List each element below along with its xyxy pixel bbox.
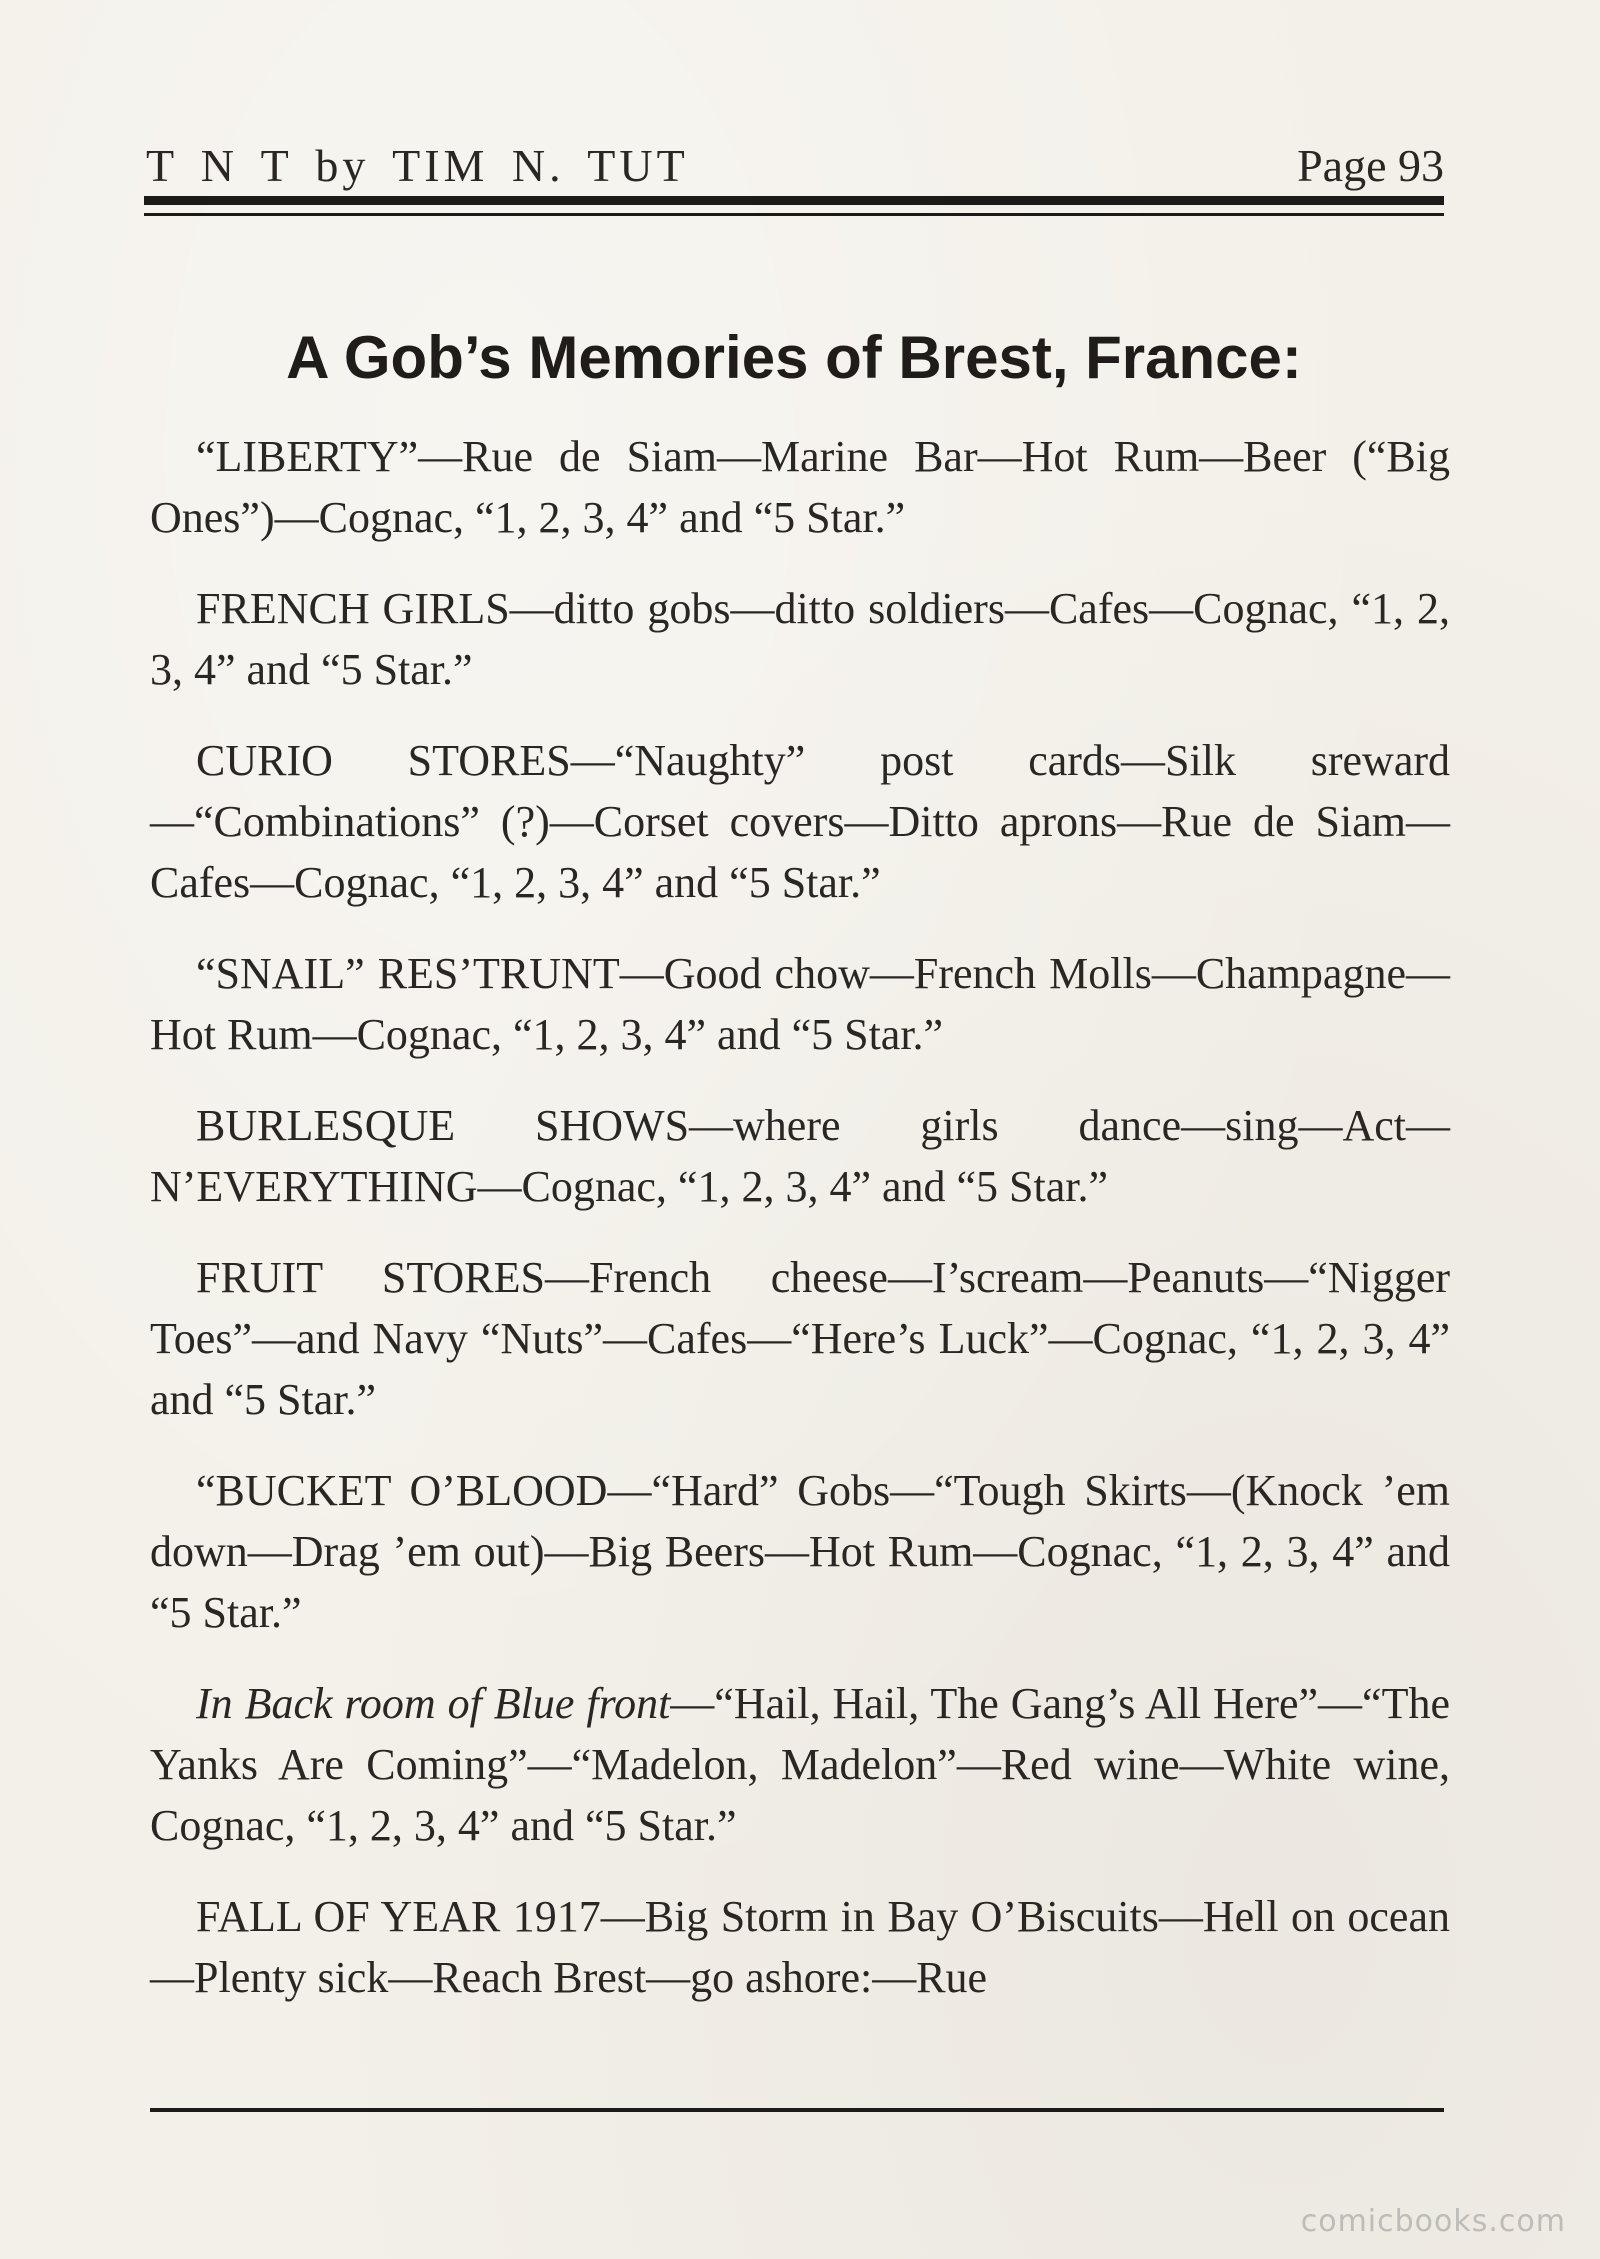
paragraph-text: CURIO STORES—“Naughty” post cards—Silk sreward—“Combinations” (?)—Corset covers—Ditto aprons—Rue de Siam—Cafes—Cognac, “1, 2, 3, 4” and “5 Star.” <box>150 736 1450 907</box>
paragraph-text: —“Hail, Hail, The Gang’s All Here”—“The Yanks Are Coming”—“Madelon, Madelon”—Red wine—White wine, Cognac, “1, 2, 3, 4” and “5 Star.” <box>150 1679 1450 1850</box>
running-title: T N T by TIM N. TUT <box>146 140 689 191</box>
header-rule-thin <box>144 213 1444 216</box>
running-header <box>146 136 1444 196</box>
footer-rule <box>150 2108 1444 2112</box>
paragraph <box>150 578 1450 700</box>
paragraph <box>150 1886 1450 2008</box>
paragraph <box>150 1673 1450 1856</box>
article-title: A Gob’s Memories of Brest, France: <box>286 324 1302 391</box>
paragraph-text: FRENCH GIRLS—ditto gobs—ditto soldiers—Cafes—Cognac, “1, 2, 3, 4” and “5 Star.” <box>150 584 1450 694</box>
paragraph-text: BURLESQUE SHOWS—where girls dance—sing—Act—N’EVERYTHING—Cognac, “1, 2, 3, 4” and “5 Star.” <box>150 1101 1450 1211</box>
article-body <box>150 426 1450 2038</box>
paragraph-text: “BUCKET O’BLOOD—“Hard” Gobs—“Tough Skirts—(Knock ’em down—Drag ’em out)—Big Beers—Hot Rum—Cognac, “1, 2, 3, 4” and “5 Star.” <box>150 1466 1450 1637</box>
paragraph-text: “SNAIL” RES’TRUNT—Good chow—French Molls—Champagne—Hot Rum—Cognac, “1, 2, 3, 4” and “5 Star.” <box>150 949 1450 1059</box>
paragraph-lead: In Back room of Blue front <box>196 1679 671 1728</box>
paragraph <box>150 1247 1450 1430</box>
header-rule-thick <box>144 196 1444 205</box>
paragraph <box>150 943 1450 1065</box>
paragraph-text: FALL OF YEAR 1917—Big Storm in Bay O’Biscuits—Hell on ocean—Plenty sick—Reach Brest—go ashore:—Rue <box>150 1892 1450 2002</box>
watermark: comicbooks.com <box>1300 2204 1566 2239</box>
paragraph-text: FRUIT STORES—French cheese—I’scream—Peanuts—“Nigger Toes”—and Navy “Nuts”—Cafes—“Here’s Luck”—Cognac, “1, 2, 3, 4” and “5 Star.” <box>150 1253 1450 1424</box>
paragraph <box>150 1095 1450 1217</box>
paragraph <box>150 1460 1450 1643</box>
paragraph <box>150 730 1450 913</box>
paragraph <box>150 426 1450 548</box>
paragraph-text: “LIBERTY”—Rue de Siam—Marine Bar—Hot Rum—Beer (“Big Ones”)—Cognac, “1, 2, 3, 4” and “5 Star.” <box>150 432 1450 542</box>
page-number: Page 93 <box>1297 140 1444 191</box>
